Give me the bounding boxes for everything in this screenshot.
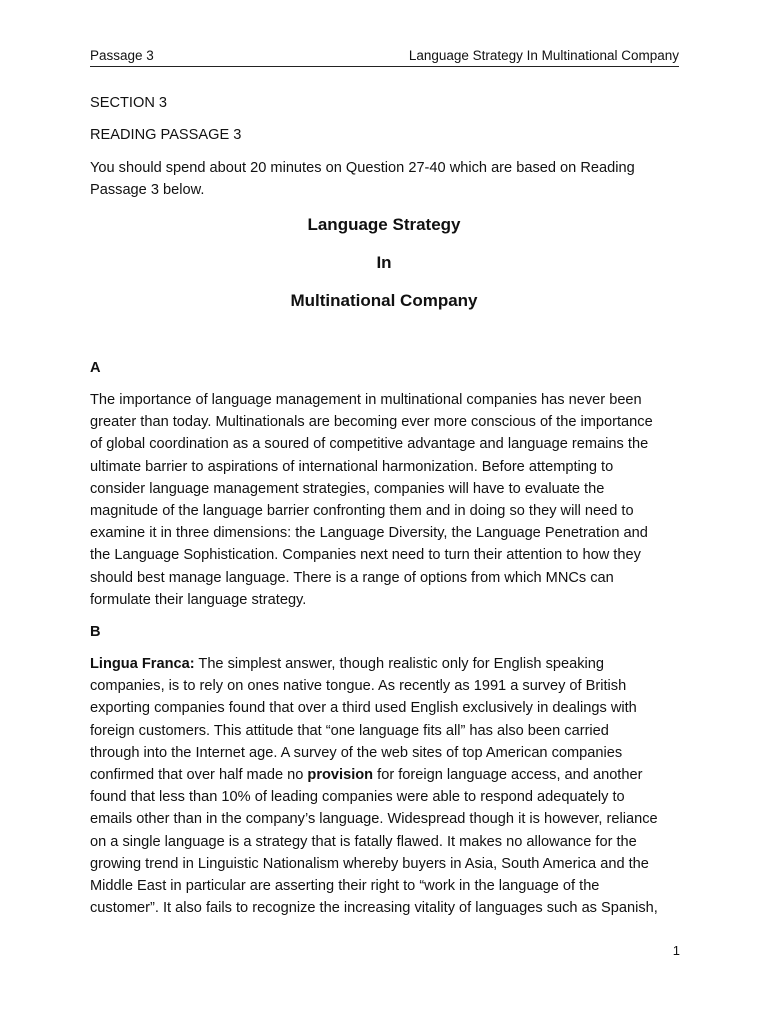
provision-line-after: for foreign language access, and another: [373, 767, 643, 784]
paragraph-line: through into the Internet age. A survey of the web sites of top American companies: [90, 744, 623, 761]
paragraph-line: formulate their language strategy.: [90, 591, 307, 608]
page-title-line-3: Multinational Company: [290, 291, 478, 310]
running-header: [90, 47, 679, 67]
paragraph-line: the Language Sophistication. Companies next need to turn their attention to how they: [90, 547, 641, 564]
paragraph-line: growing trend in Linguistic Nationalism whereby buyers in Asia, South America and the: [90, 855, 649, 872]
section-a-paragraph: [90, 389, 680, 611]
paragraph-line: [90, 653, 680, 675]
paragraph-line: exporting companies found that over a third used English exclusively in dealings with: [90, 700, 637, 717]
paragraph-line: on a single language is a strategy that is fatally flawed. It makes no allowance for the: [90, 833, 637, 850]
paragraph-line: The importance of language management in multinational companies has never been: [90, 392, 642, 408]
paragraph-line: should best manage language. There is a range of options from which MNCs can: [90, 569, 614, 586]
paragraph-line: found that less than 10% of leading companies were able to respond adequately to: [90, 789, 625, 806]
paragraph-line: customer”. It also fails to recognize the increasing vitality of languages such as Spanish,: [90, 900, 658, 917]
instructions-line: Passage 3 below.: [90, 182, 205, 199]
lingua-franca-intro: The simplest answer, though realistic only for English speaking: [194, 656, 604, 672]
paragraph-line: [90, 764, 680, 786]
header-document-title: Language Strategy In Multinational Company: [408, 48, 679, 63]
paragraph-line: emails other than in the company’s language. Widespread though it is however, reliance: [90, 811, 658, 828]
provision-keyword: provision: [307, 767, 374, 784]
page-number: 1: [672, 943, 680, 958]
reading-passage-label: READING PASSAGE 3: [90, 127, 242, 143]
header-passage-label: Passage 3: [90, 48, 154, 63]
paragraph-line: of global coordination as a soured of competitive advantage and language remains the: [90, 436, 649, 453]
paragraph-line: companies, is to rely on ones native tongue. As recently as 1991 a survey of British: [90, 678, 627, 695]
section-label: SECTION 3: [90, 95, 168, 111]
lingua-franca-term: Lingua Franca:: [90, 656, 195, 672]
section-a-heading: A: [90, 360, 101, 376]
paragraph-line: Middle East in particular are asserting their right to “work in the language of the: [90, 878, 600, 895]
paragraph-line: ultimate barrier to aspirations of international harmonization. Before attempting to: [90, 458, 614, 475]
section-b-paragraph: [90, 653, 680, 919]
page-title-line-1: Language Strategy: [307, 215, 461, 234]
paragraph-line: examine it in three dimensions: the Language Diversity, the Language Penetration and: [90, 525, 648, 542]
paragraph-line: consider language management strategies, companies will have to evaluate the: [90, 480, 605, 497]
section-b-heading: B: [90, 624, 101, 640]
paragraph-line: greater than today. Multinationals are becoming ever more conscious of the importance: [90, 414, 653, 431]
page-title-line-2: In: [376, 253, 392, 272]
instructions: [90, 157, 680, 201]
paragraph-line: magnitude of the language barrier confronting them and in doing so they will need to: [90, 503, 634, 520]
provision-line-before: confirmed that over half made no: [90, 767, 308, 784]
instructions-line: You should spend about 20 minutes on Question 27-40 which are based on Reading: [90, 160, 635, 176]
paragraph-line: foreign customers. This attitude that “one language fits all” has also been carried: [90, 722, 609, 739]
